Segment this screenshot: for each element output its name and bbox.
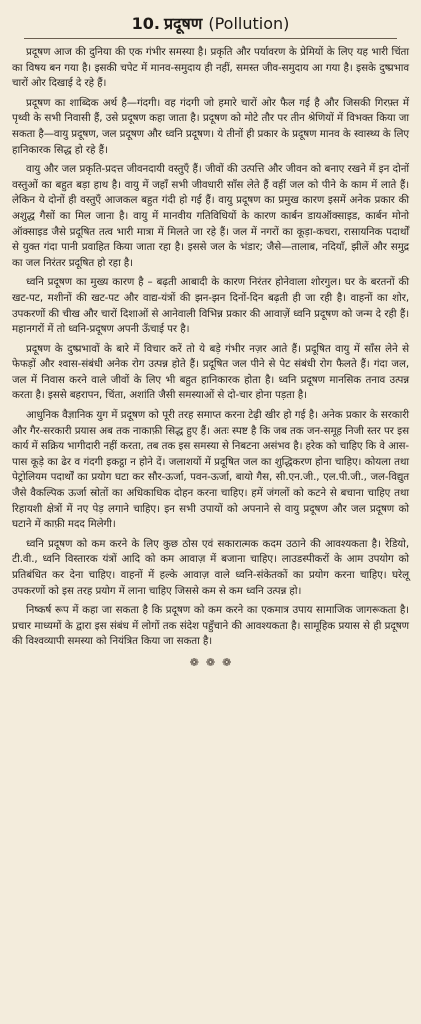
paragraph-air-water: वायु और जल प्रकृति-प्रदत्त जीवनदायी वस्तुएँ हैं। जीवों की उत्पत्ति और जीवन को बनाए रखने में इन दोनों वस्तुओं का बहुत बड़ा हाथ है। वायु में जहाँ सभी जीवधारी साँस लेते हैं वहीं जल को पीने के काम में लाते हैं। लेकिन ये दोनों ही वस्तुएँ आजकल बहुत गंदी हो गई हैं। वायु प्रदूषण का प्रमुख कारण इसमें अनेक प्रकार की अशुद्ध गैसों का मिल जाना है। वायु में मानवीय गतिविधियों के कारण कार्बन डायऑक्साइड, कार्बन मोनो ऑक्साइड जैसे प्रदूषित तत्व भारी मात्रा में मिलते जा रहे हैं। जल में नगरों का कूड़ा-कचरा, रासायनिक पदार्थों से युक्त गंदा पानी प्रवाहित किया जाता रहा है। इससे जल के भंडार; जैसे—तालाब, नदियाँ, झीलें और समुद्र का जल निरंतर प्रदूषित हो रहा है। bbox=[12, 163, 409, 269]
title-english: (Pollution) bbox=[208, 13, 290, 33]
paragraph-remedies: आधुनिक वैज्ञानिक युग में प्रदूषण को पूरी तरह समाप्त करना टेढ़ी खीर हो गई है। अनेक प्रकार के सरकारी और गैर-सरकारी प्रयास अब तक नाकाफ़ी सिद्ध हुए हैं। अतः स्पष्ट है कि जब तक जन-समूह निजी स्तर पर इस कार्य में सक्रिय भागीदारी नहीं करता, तब तक इस समस्या से निबटना असंभव है। हरेक को चाहिए कि वे आस-पास कूड़े का ढेर व गंदगी इकट्ठा न होने दें। जलाशयों में प्रदूषित जल का शुद्धिकरण होना चाहिए। कोयला तथा पेट्रोलियम पदार्थों का प्रयोग घटा कर सौर-ऊर्जा, पवन-ऊर्जा, बायो गैस, सी.एन.जी., एल.पी.जी., जल-विद्युत जैसे वैकल्पिक ऊर्जा स्रोतों का अधिकाधिक दोहन करना चाहिए। हमें जंगलों को कटने से बचाना चाहिए तथा रिहायशी क्षेत्रों में नए पेड़ लगाने चाहिए। इन सभी उपायों को अपनाने से वायु प्रदूषण और जल प्रदूषण को घटाने में काफ़ी मदद मिलेगी। bbox=[12, 409, 409, 531]
flower-ornament-icon: ❁ bbox=[222, 655, 232, 669]
flower-ornament-icon: ❁ bbox=[189, 655, 199, 669]
chapter-number: 10. bbox=[131, 13, 160, 33]
title-hindi: प्रदूषण bbox=[163, 14, 203, 33]
essay-body bbox=[10, 45, 411, 650]
end-ornament bbox=[10, 656, 411, 669]
paragraph-noise: ध्वनि प्रदूषण का मुख्य कारण है – बढ़ती आबादी के कारण निरंतर होनेवाला शोरगुल। घर के बरतनों की खट-पट, मशीनों की खट-पट और वाद्य-यंत्रों की झन-झन दिनों-दिन बढ़ती ही जा रही है। वाहनों का शोर, उपकरणों की चीख और चारों दिशाओं से आनेवाली विभिन्न प्रकार की आवाज़ें ध्वनि प्रदूषण को जन्म दे रही हैं। महानगरों में तो ध्वनि-प्रदूषण अपनी ऊँचाई पर है। bbox=[12, 276, 409, 336]
paragraph-intro: प्रदूषण आज की दुनिया की एक गंभीर समस्या है। प्रकृति और पर्यावरण के प्रेमियों के लिए यह भारी चिंता का विषय बन गया है। इसकी चपेट में मानव-समुदाय ही नहीं, समस्त जीव-समुदाय आ गया है। इसके दुष्प्रभाव चारों ओर दिखाई दे रहे हैं। bbox=[12, 46, 409, 90]
page-title bbox=[24, 8, 397, 39]
paragraph-effects: प्रदूषण के दुष्प्रभावों के बारे में विचार करें तो ये बड़े गंभीर नज़र आते हैं। प्रदूषित वायु में साँस लेने से फेफड़ों और श्वास-संबंधी अनेक रोग उत्पन्न होते हैं। प्रदूषित जल पीने से पेट संबंधी रोग फैलते हैं। गंदा जल, जल में निवास करने वाले जीवों के लिए भी बहुत हानिकारक होता है। ध्वनि प्रदूषण मानसिक तनाव उत्पन्न करता है। इससे बहरापन, चिंता, अशांति जैसी समस्याओं से दो-चार होना पड़ता है। bbox=[12, 342, 409, 402]
flower-ornament-icon: ❁ bbox=[205, 655, 216, 669]
paragraph-noise-remedies: ध्वनि प्रदूषण को कम करने के लिए कुछ ठोस एवं सकारात्मक कदम उठाने की आवश्यकता है। रेडियो, टी.वी., ध्वनि विस्तारक यंत्रों आदि को कम आवाज़ में बजाना चाहिए। लाउडस्पीकरों के आम उपयोग को प्रतिबंधित कर देना चाहिए। वाहनों में हल्के आवाज़ वाले ध्वनि-संकेतकों का प्रयोग करना चाहिए। घरेलू उपकरणों को इस तरह प्रयोग में लाना चाहिए जिससे कम से कम ध्वनि उत्पन्न हो। bbox=[12, 537, 409, 597]
paragraph-definition: प्रदूषण का शाब्दिक अर्थ है—गंदगी। वह गंदगी जो हमारे चारों ओर फैल गई है और जिसकी गिरफ़्त में पृथ्वी के सभी निवासी हैं, उसे प्रदूषण कहा जाता है। प्रदूषण को मोटे तौर पर तीन श्रेणियों में विभक्त किया जा सकता है—वायु प्रदूषण, जल प्रदूषण और ध्वनि प्रदूषण। ये तीनों ही प्रकार के प्रदूषण मानव के स्वास्थ्य के लिए हानिकारक सिद्ध हो रहे हैं। bbox=[12, 96, 409, 156]
paragraph-conclusion: निष्कर्ष रूप में कहा जा सकता है कि प्रदूषण को कम करने का एकमात्र उपाय सामाजिक जागरूकता है। प्रचार माध्यमों के द्वारा इस संबंध में लोगों तक संदेश पहुँचाने की आवश्यकता है। सामूहिक प्रयास से ही प्रदूषण की विश्वव्यापी समस्या को नियंत्रित किया जा सकता है। bbox=[12, 604, 409, 648]
